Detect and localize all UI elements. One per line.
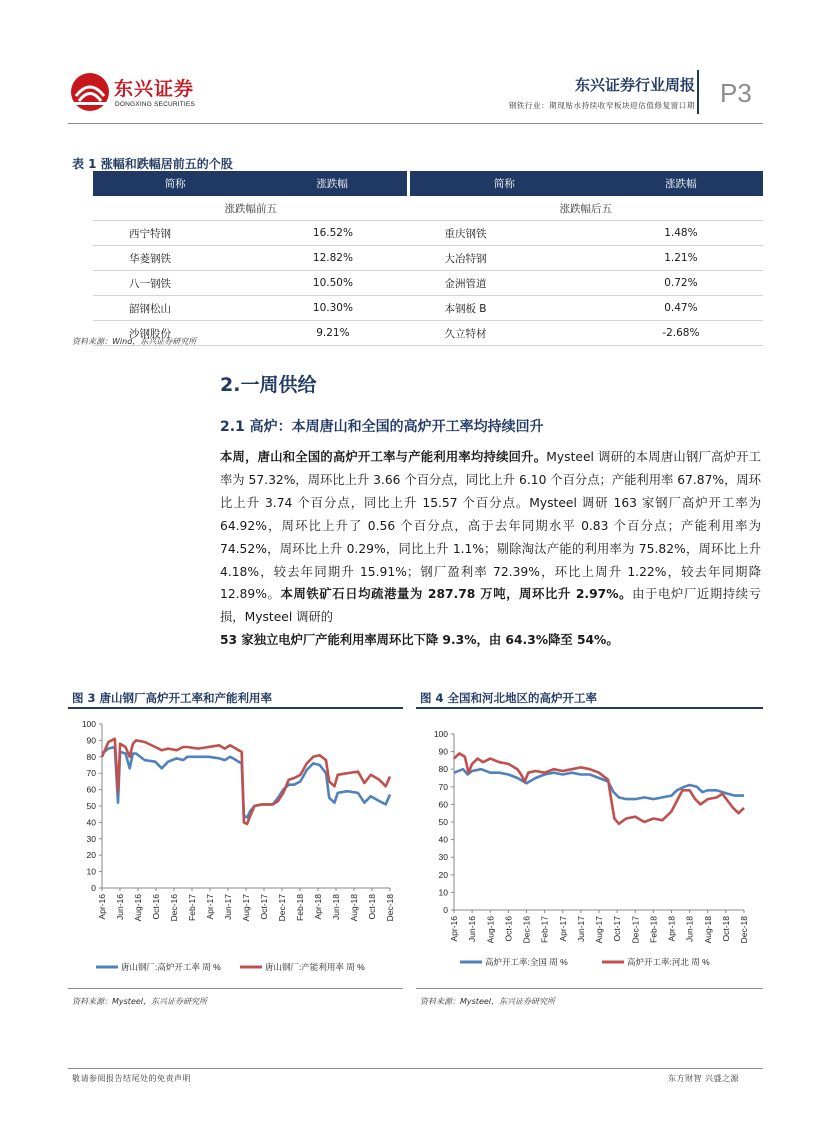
stock-change: 1.48% [599,221,763,246]
stock-name: 重庆钢铁 [408,221,598,246]
stock-change: 1.21% [599,246,763,271]
y-tick-label: 90 [438,746,448,757]
x-tick-label: Apr-18 [666,916,677,942]
col-header-change-right: 涨跌幅 [599,171,763,196]
y-tick-label: 40 [438,834,448,845]
x-tick-label: Apr-16 [449,916,459,942]
table-row [93,296,763,321]
y-tick-label: 80 [438,764,448,775]
para-bold-3: 53 家独立电炉厂产能利用率周环比下降 9.3%，由 64.3%降至 54%。 [220,633,619,648]
y-tick-label: 0 [443,905,448,915]
stock-change: -2.68% [599,321,763,346]
group-label-top5: 涨跌幅前五 [93,196,408,221]
x-tick-label: Apr-18 [313,894,323,920]
report-title: 东兴证券行业周报 [574,76,695,94]
y-tick-label: 70 [86,768,96,779]
x-tick-label: Jun-18 [331,894,341,920]
stock-change: 10.30% [257,296,408,321]
y-tick-label: 100 [81,719,96,729]
x-tick-label: Feb-18 [648,916,659,943]
x-tick-label: Jun-16 [467,916,478,942]
x-tick-label: Aug-17 [241,894,251,922]
subsection-heading: 2.1 高炉：本周唐山和全国的高炉开工率均持续回升 [220,419,544,435]
stock-change: 12.82% [257,246,408,271]
page-number: P3 [720,78,752,108]
stock-name: 大冶特钢 [408,246,598,271]
dongxing-logo-icon [70,72,110,112]
x-tick-label: Apr-17 [557,916,568,942]
section-heading: 2.一周供给 [220,374,317,396]
y-tick-label: 0 [91,883,96,893]
x-tick-label: Dec-18 [385,894,395,922]
x-tick-label: Dec-17 [630,916,641,944]
group-label-bottom5: 涨跌幅后五 [408,196,763,221]
stock-name: 金洲管道 [408,271,598,296]
y-tick-label: 10 [86,866,96,877]
y-tick-label: 30 [86,833,96,844]
stock-change: 0.47% [599,296,763,321]
y-tick-label: 50 [438,817,448,827]
stock-change: 0.72% [599,271,763,296]
stock-name: 西宁特钢 [93,221,257,246]
y-tick-label: 20 [86,850,96,861]
y-tick-label: 20 [438,869,448,880]
stock-change: 16.52% [257,221,408,246]
para-bold-2: 本周铁矿石日均疏港量为 287.78 万吨，周环比升 2.97%。 [280,587,633,602]
x-tick-label: Oct-18 [367,894,377,920]
legend-label: 唐山钢厂:高炉开工率 周 % [121,962,221,972]
x-tick-label: Aug-17 [594,916,604,944]
figure4-rule [416,707,763,709]
stock-name: 本钢板 B [408,296,598,321]
col-header-name-right: 简称 [408,171,598,196]
y-tick-label: 10 [438,887,448,898]
stock-name: 久立特材 [408,321,598,346]
y-tick-label: 40 [86,817,96,828]
para-lead: 本周，唐山和全国的高炉开工率与产能利用率均持续回升。 [220,450,547,464]
y-tick-label: 50 [86,801,96,811]
x-tick-label: Aug-18 [349,894,359,922]
col-header-change-left: 涨跌幅 [257,171,408,196]
x-tick-label: Oct-17 [612,916,623,942]
y-tick-label: 80 [86,751,96,762]
stock-name: 华菱钢铁 [93,246,257,271]
para-body-2: 由于电炉厂近期持续亏损，Mysteel 调研的 [220,587,761,625]
footer-slogan: 东方财智 兴盛之源 [667,1074,739,1083]
x-tick-label: Aug-16 [485,916,496,944]
figure4-title: 图 4 全国和河北地区的高炉开工率 [420,691,598,705]
x-tick-label: Jun-17 [575,916,586,942]
stock-name: 韶钢松山 [93,296,257,321]
x-tick-label: Dec-17 [277,894,287,922]
figure3-chart [68,712,403,982]
legend-label: 唐山钢厂:产能利用率 周 % [265,962,365,972]
report-subtitle: 钢铁行业：期现贴水持续收窄板块迎估值修复窗口期 [508,101,695,110]
x-tick-label: Aug-16 [133,894,143,922]
x-tick-label: Dec-18 [739,916,749,944]
y-tick-label: 90 [86,735,96,746]
x-tick-label: Feb-17 [187,894,197,921]
stock-change-table [93,171,763,346]
stock-name: 沙钢股份 [93,321,257,346]
table-row [93,246,763,271]
x-tick-label: Oct-16 [503,916,514,942]
brand-name-cn: 东兴证券 [114,78,195,100]
para-body-1: Mysteel 调研的本周唐山钢厂高炉开工率为 57.32%，周环比上升 3.66 个百分点，同比上升 6.10 个百分点；产能利用率 67.87%，周环比上升 3.74 个百分点，同比上升 15.57 个百分点。Mysteel 调研 163 家钢厂高炉开工率为 64.92%，周环比上升了 0.56 个百分点，高于去年同期水平 0.83 个百分点；产能利用率为 74.52%，周环比上升 0.29%，同比上升 1.1%；剔除淘汰产能的利用率为 75.82%，周环比上升 4.18%，较去年同期升 15.91%；钢厂盈利率 72.39%，环比上周升 1.22%，较去年同期降 12.89%。 [220,450,761,602]
x-tick-label: Dec-16 [169,894,179,922]
x-tick-label: Jun-16 [115,894,125,920]
header-divider [697,70,699,114]
y-tick-label: 100 [433,729,448,739]
header-rule [68,123,763,124]
table-row [93,271,763,296]
figure4-source: 资料来源：Mysteel，东兴证券研究所 [420,997,556,1006]
table-source: 资料来源：Wind，东兴证券研究所 [72,337,197,346]
stock-change: 10.50% [257,271,408,296]
x-tick-label: Jun-17 [223,894,233,920]
figure3-bottom-rule [68,988,403,989]
x-tick-label: Dec-16 [521,916,532,944]
stock-name: 八一钢铁 [93,271,257,296]
y-tick-label: 60 [438,799,448,810]
legend-label: 高炉开工率:全国 周 % [485,957,568,967]
stock-change: 9.21% [257,321,408,346]
brand-name-en: DONGXING SECURITIES [115,101,196,108]
figure3-rule [68,707,403,709]
y-tick-label: 30 [438,852,448,863]
series-line-2 [102,739,390,824]
footer-rule [68,1068,763,1069]
x-tick-label: Aug-18 [702,916,713,944]
series-line-1 [102,747,390,818]
table-title: 表 1 涨幅和跌幅居前五的个股 [72,157,233,171]
figure4-bottom-rule [416,988,763,989]
table-row [93,221,763,246]
y-tick-label: 60 [86,784,96,795]
x-tick-label: Feb-18 [295,894,305,921]
y-tick-label: 70 [438,781,448,792]
col-header-name-left: 简称 [93,171,257,196]
footer-disclaimer: 敬请参阅报告结尾处的免责声明 [72,1074,191,1083]
figure3-source: 资料来源：Mysteel，东兴证券研究所 [72,997,208,1006]
x-tick-label: Feb-17 [539,916,550,943]
figure4-chart [416,712,763,982]
x-tick-label: Apr-17 [205,894,215,920]
legend-label: 高炉开工率:河北 周 % [627,957,710,967]
x-tick-label: Apr-16 [97,894,107,920]
x-tick-label: Oct-18 [720,916,731,942]
figure3-title: 图 3 唐山钢厂高炉开工率和产能利用率 [72,691,273,705]
x-tick-label: Oct-16 [151,894,161,920]
x-tick-label: Oct-17 [259,894,269,920]
x-tick-label: Jun-18 [684,916,695,942]
body-paragraph [220,446,761,652]
